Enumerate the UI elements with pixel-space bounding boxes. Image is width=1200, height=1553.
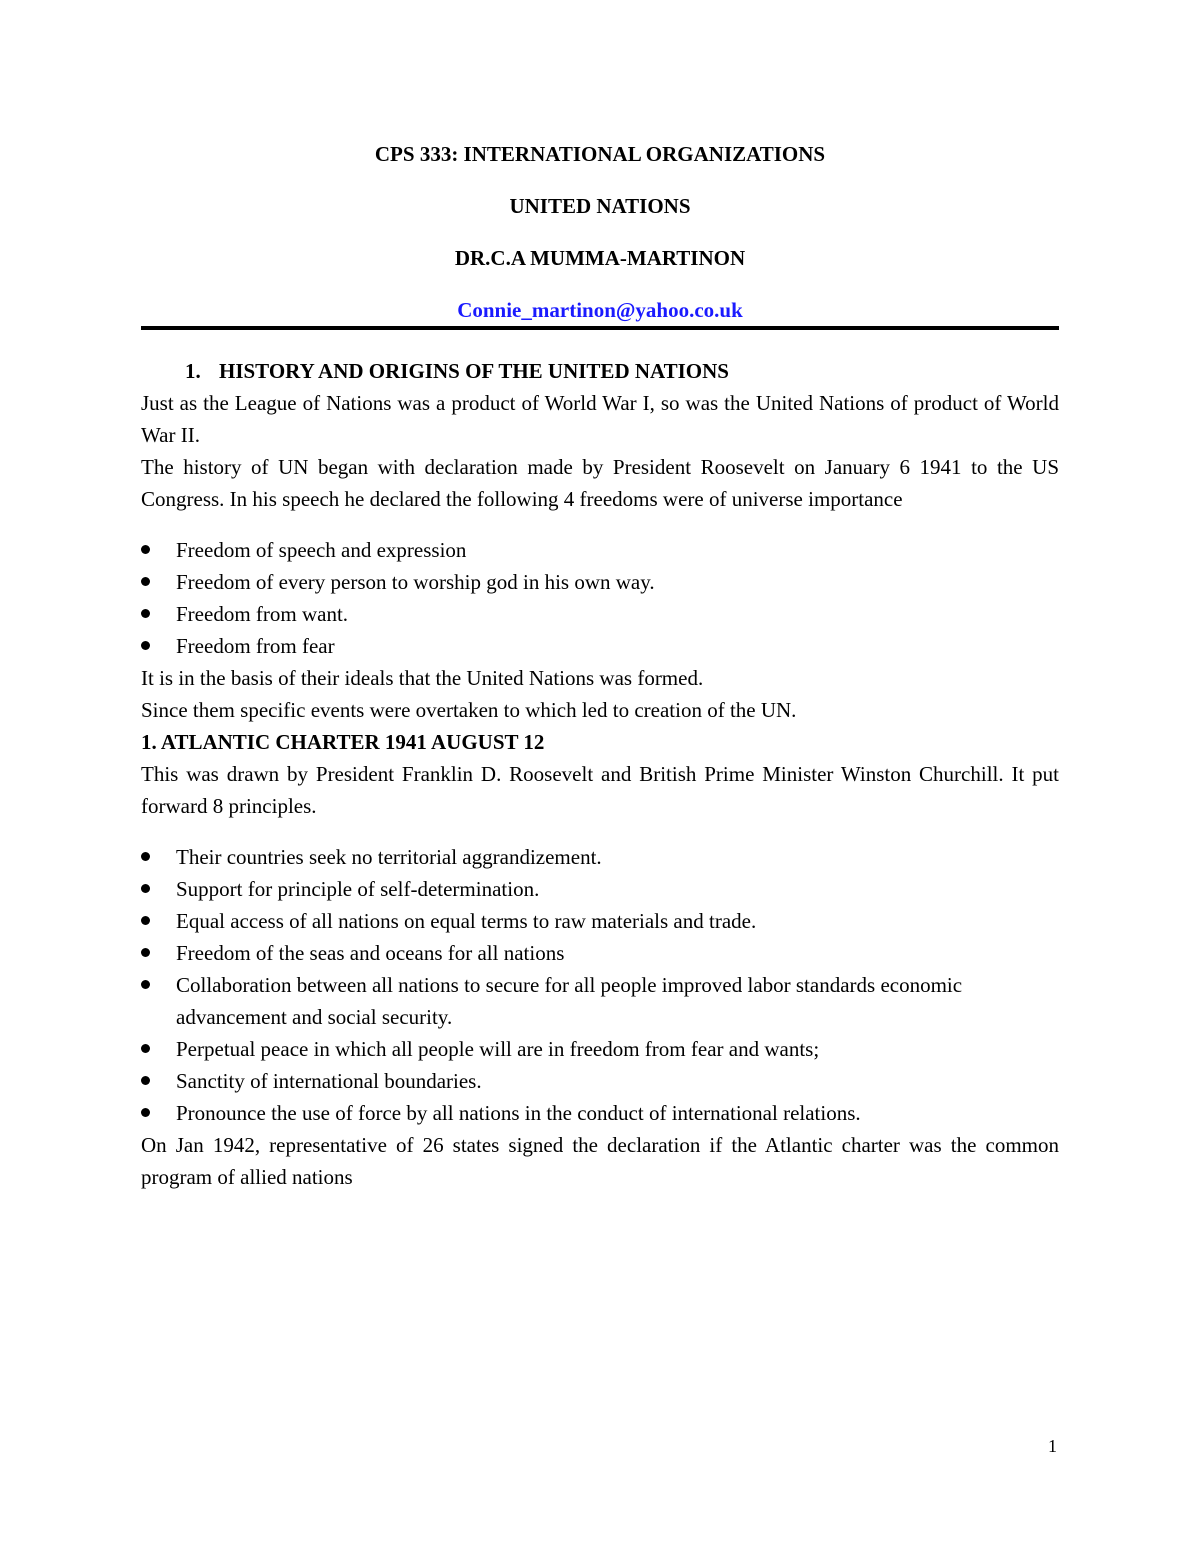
list-item [141,841,1059,873]
list-item [141,1033,1059,1065]
bullet-icon [141,577,150,586]
list-item-text: Freedom of every person to worship god in his own way. [176,570,655,594]
list-item-text: Perpetual peace in which all people will are in freedom from fear and wants; [176,1037,820,1061]
bullet-icon [141,1044,150,1053]
header-divider [141,326,1059,330]
bullet-icon [141,884,150,893]
bullet-icon [141,641,150,650]
bullet-icon [141,1076,150,1085]
bullet-icon [141,948,150,957]
list-item-text: Pronounce the use of force by all nations in the conduct of international relations. [176,1101,861,1125]
course-title: CPS 333: INTERNATIONAL ORGANIZATIONS [374,142,826,166]
author-email-link[interactable]: Connie_martinon@yahoo.co.uk [457,298,743,322]
bullet-icon [141,852,150,861]
list-item [141,630,1059,662]
list-item [141,534,1059,566]
list-item-text: Freedom of speech and expression [176,538,467,562]
list-item-text: Freedom from fear [176,634,335,658]
section-heading-history [141,355,1059,387]
page-number: 1 [1048,1436,1057,1456]
list-item-text: Collaboration between all nations to secure for all people improved labor standards economic advancement and social security. [176,973,963,1029]
paragraph-atlantic: This was drawn by President Franklin D. Roosevelt and British Prime Minister Winston Churchill. It put forward 8 principles. [141,762,1059,818]
list-item [141,1097,1059,1129]
list-item [141,873,1059,905]
section-number: 1. [185,359,201,383]
list-item [141,969,1059,1033]
page-content [141,138,1059,1193]
list-item-text: Their countries seek no territorial aggrandizement. [176,845,602,869]
list-item-text: Freedom of the seas and oceans for all nations [176,941,565,965]
paragraph-league: Just as the League of Nations was a product of World War I, so was the United Nations of product of World War II. [141,391,1059,447]
bullet-icon [141,545,150,554]
principles-list [141,841,1059,1129]
author-name: DR.C.A MUMMA-MARTINON [454,246,746,270]
list-item [141,1065,1059,1097]
bullet-icon [141,609,150,618]
atlantic-charter-heading: 1. ATLANTIC CHARTER 1941 AUGUST 12 [141,730,545,754]
subject-title: UNITED NATIONS [509,194,691,218]
section-title: HISTORY AND ORIGINS OF THE UNITED NATIONS [219,359,729,383]
list-item-text: Sanctity of international boundaries. [176,1069,482,1093]
paragraph-ideals: It is in the basis of their ideals that the United Nations was formed. [141,666,704,690]
freedoms-list [141,534,1059,662]
list-item-text: Equal access of all nations on equal terms to raw materials and trade. [176,909,757,933]
paragraph-events: Since them specific events were overtaken to which led to creation of the UN. [141,698,797,722]
list-item-text: Support for principle of self-determination. [176,877,540,901]
bullet-icon [141,916,150,925]
list-item [141,598,1059,630]
list-item [141,937,1059,969]
bullet-icon [141,1108,150,1117]
paragraph-declaration: On Jan 1942, representative of 26 states signed the declaration if the Atlantic charter was the common program of allied nations [141,1133,1059,1189]
list-item-text: Freedom from want. [176,602,349,626]
bullet-icon [141,980,150,989]
paragraph-history: The history of UN began with declaration made by President Roosevelt on January 6 1941 to the US Congress. In his speech he declared the following 4 freedoms were of universe importance [141,455,1059,511]
list-item [141,905,1059,937]
list-item [141,566,1059,598]
